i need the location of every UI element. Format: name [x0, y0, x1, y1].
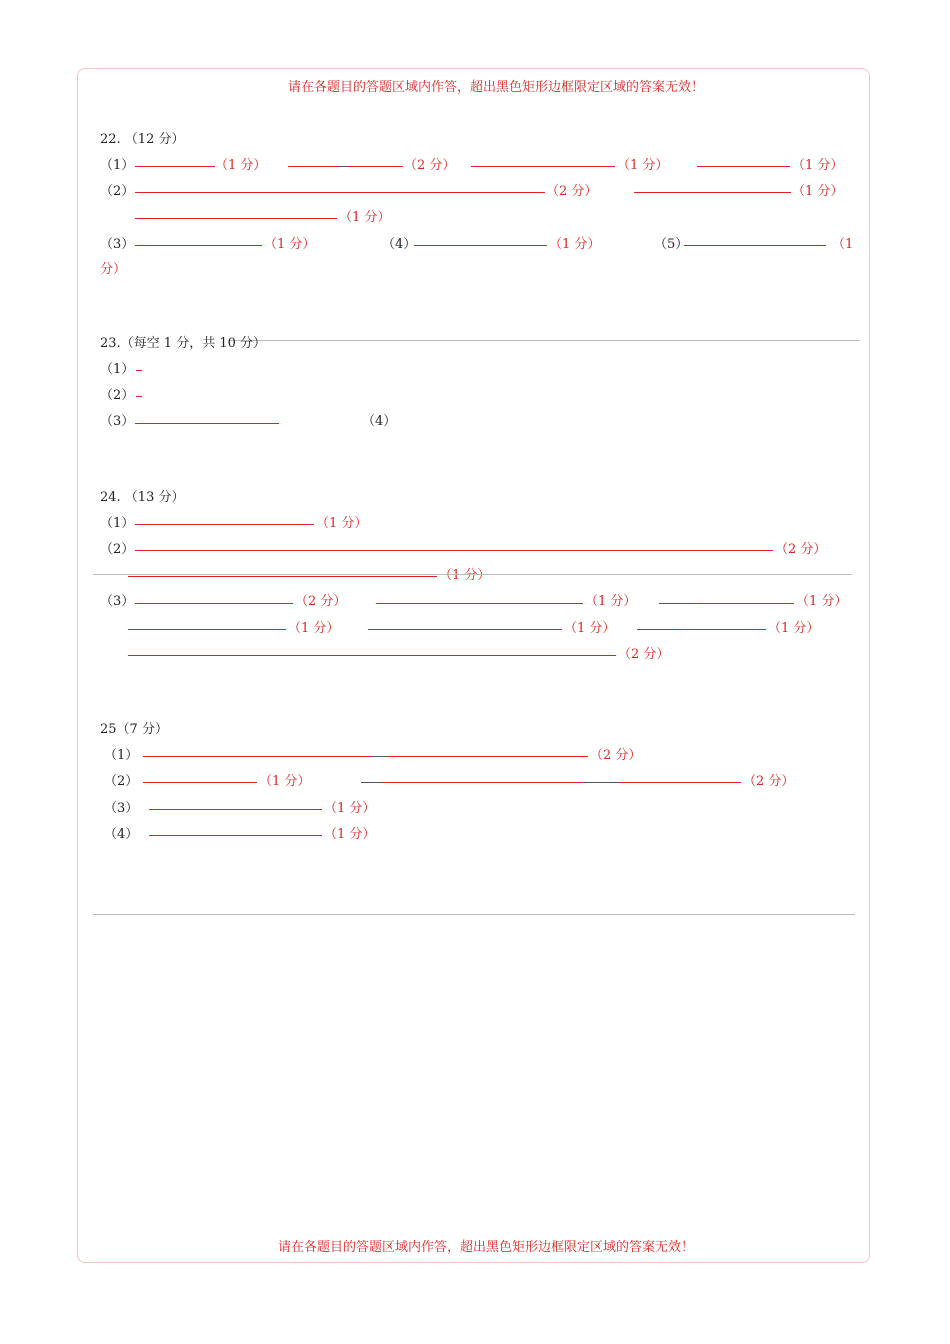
q22-part2-label: （2） [100, 184, 135, 199]
q22-2c-score: （1 分） [339, 210, 391, 225]
q22-heading: 22. （12 分） [100, 132, 185, 147]
q22-4-score: （1 分） [549, 237, 601, 252]
q24-3a-answer-line[interactable] [135, 603, 293, 604]
q24-3a-score: （2 分） [295, 594, 347, 609]
q25-part1-label: （1） [104, 748, 139, 763]
q24-2a-answer-line[interactable] [135, 550, 773, 551]
q24-3f-mark [637, 629, 673, 630]
top-notice: 请在各题目的答题区域内作答，超出黑色矩形边框限定区域的答案无效！ [288, 80, 705, 95]
q22-2c-answer-line[interactable] [135, 218, 337, 219]
q22-1c-score: （1 分） [617, 158, 669, 173]
q25-1-mark [371, 756, 387, 757]
q24-3c-score: （1 分） [796, 594, 848, 609]
q24-2b-answer-line[interactable] [128, 576, 437, 577]
q24-1-score: （1 分） [316, 516, 368, 531]
q25-1-score: （2 分） [590, 748, 642, 763]
q25-3-answer-line[interactable] [149, 809, 322, 810]
q25-2b-mark-1 [361, 782, 381, 783]
bottom-notice: 请在各题目的答题区域内作答，超出黑色矩形边框限定区域的答案无效！ [278, 1240, 695, 1255]
q24-1-answer-line[interactable] [135, 524, 314, 525]
q22-part5-label: （5） [654, 237, 689, 252]
q23-part2-label: （2） [100, 388, 135, 403]
q22-5-score-end: 分） [100, 262, 127, 277]
q25-1-answer-line[interactable] [143, 756, 588, 757]
q24-3e-score: （1 分） [564, 621, 616, 636]
section-divider [93, 914, 855, 915]
q22-1b-score: （2 分） [404, 158, 456, 173]
q25-2a-score: （1 分） [259, 774, 311, 789]
q23-2-answer-line[interactable] [136, 396, 142, 397]
q22-2b-score: （1 分） [792, 184, 844, 199]
q22-5-score-start: （1 [832, 237, 854, 252]
q25-4-score: （1 分） [324, 827, 376, 842]
q22-1b-mark [340, 166, 348, 167]
q25-2a-answer-line[interactable] [143, 782, 257, 783]
q24-3c-mark [659, 603, 695, 604]
q24-2a-score: （2 分） [775, 542, 827, 557]
q24-part2-label: （2） [100, 542, 135, 557]
q22-3-answer-line[interactable] [135, 245, 262, 246]
q22-2a-answer-line[interactable] [135, 192, 545, 193]
q22-1d-score: （1 分） [792, 158, 844, 173]
q24-3b-answer-line[interactable] [376, 603, 583, 604]
q23-part1-label: （1） [100, 362, 135, 377]
q22-5-answer-line[interactable] [684, 245, 826, 246]
q24-3e-answer-line[interactable] [368, 629, 562, 630]
q25-part3-label: （3） [104, 801, 139, 816]
q24-part1-label: （1） [100, 516, 135, 531]
q24-3f-score: （1 分） [768, 621, 820, 636]
q23-1-answer-line[interactable] [136, 370, 142, 371]
q22-part3-label: （3） [100, 237, 135, 252]
q23-part4-label: （4） [362, 414, 397, 429]
q24-3g-answer-line[interactable] [128, 655, 616, 656]
q22-3-score: （1 分） [264, 237, 316, 252]
q25-2b-mark-2 [584, 782, 620, 783]
q25-3-score: （1 分） [324, 801, 376, 816]
q24-heading: 24. （13 分） [100, 490, 185, 505]
q22-1a-answer-line[interactable] [135, 166, 215, 167]
q25-2b-answer-line[interactable] [361, 782, 741, 783]
answer-area-frame [77, 68, 870, 1263]
q25-heading: 25（7 分） [100, 722, 168, 737]
q22-part1-label: （1） [100, 158, 135, 173]
q24-part3-label: （3） [100, 594, 135, 609]
q23-3-answer-line[interactable] [135, 423, 279, 424]
q24-3d-answer-line[interactable] [128, 629, 286, 630]
q24-3g-score: （2 分） [618, 647, 670, 662]
q22-2a-score: （2 分） [546, 184, 598, 199]
section-divider [93, 574, 852, 575]
q24-2b-score: （1 分） [439, 568, 491, 583]
q22-2b-answer-line[interactable] [634, 192, 791, 193]
q22-1a-score: （1 分） [215, 158, 267, 173]
q22-part4-label: （4） [382, 237, 417, 252]
q22-4-answer-line[interactable] [414, 245, 547, 246]
q23-part3-label: （3） [100, 414, 135, 429]
q25-2b-score: （2 分） [743, 774, 795, 789]
q22-1d-answer-line[interactable] [697, 166, 790, 167]
q24-3d-score: （1 分） [288, 621, 340, 636]
q25-4-answer-line[interactable] [149, 835, 322, 836]
section-divider [230, 340, 860, 341]
q25-part2-label: （2） [104, 774, 139, 789]
q24-3b-score: （1 分） [585, 594, 637, 609]
q23-heading: 23.（每空 1 分，共 10 分） [100, 336, 267, 351]
q25-part4-label: （4） [104, 827, 139, 842]
q22-1c-answer-line[interactable] [471, 166, 615, 167]
